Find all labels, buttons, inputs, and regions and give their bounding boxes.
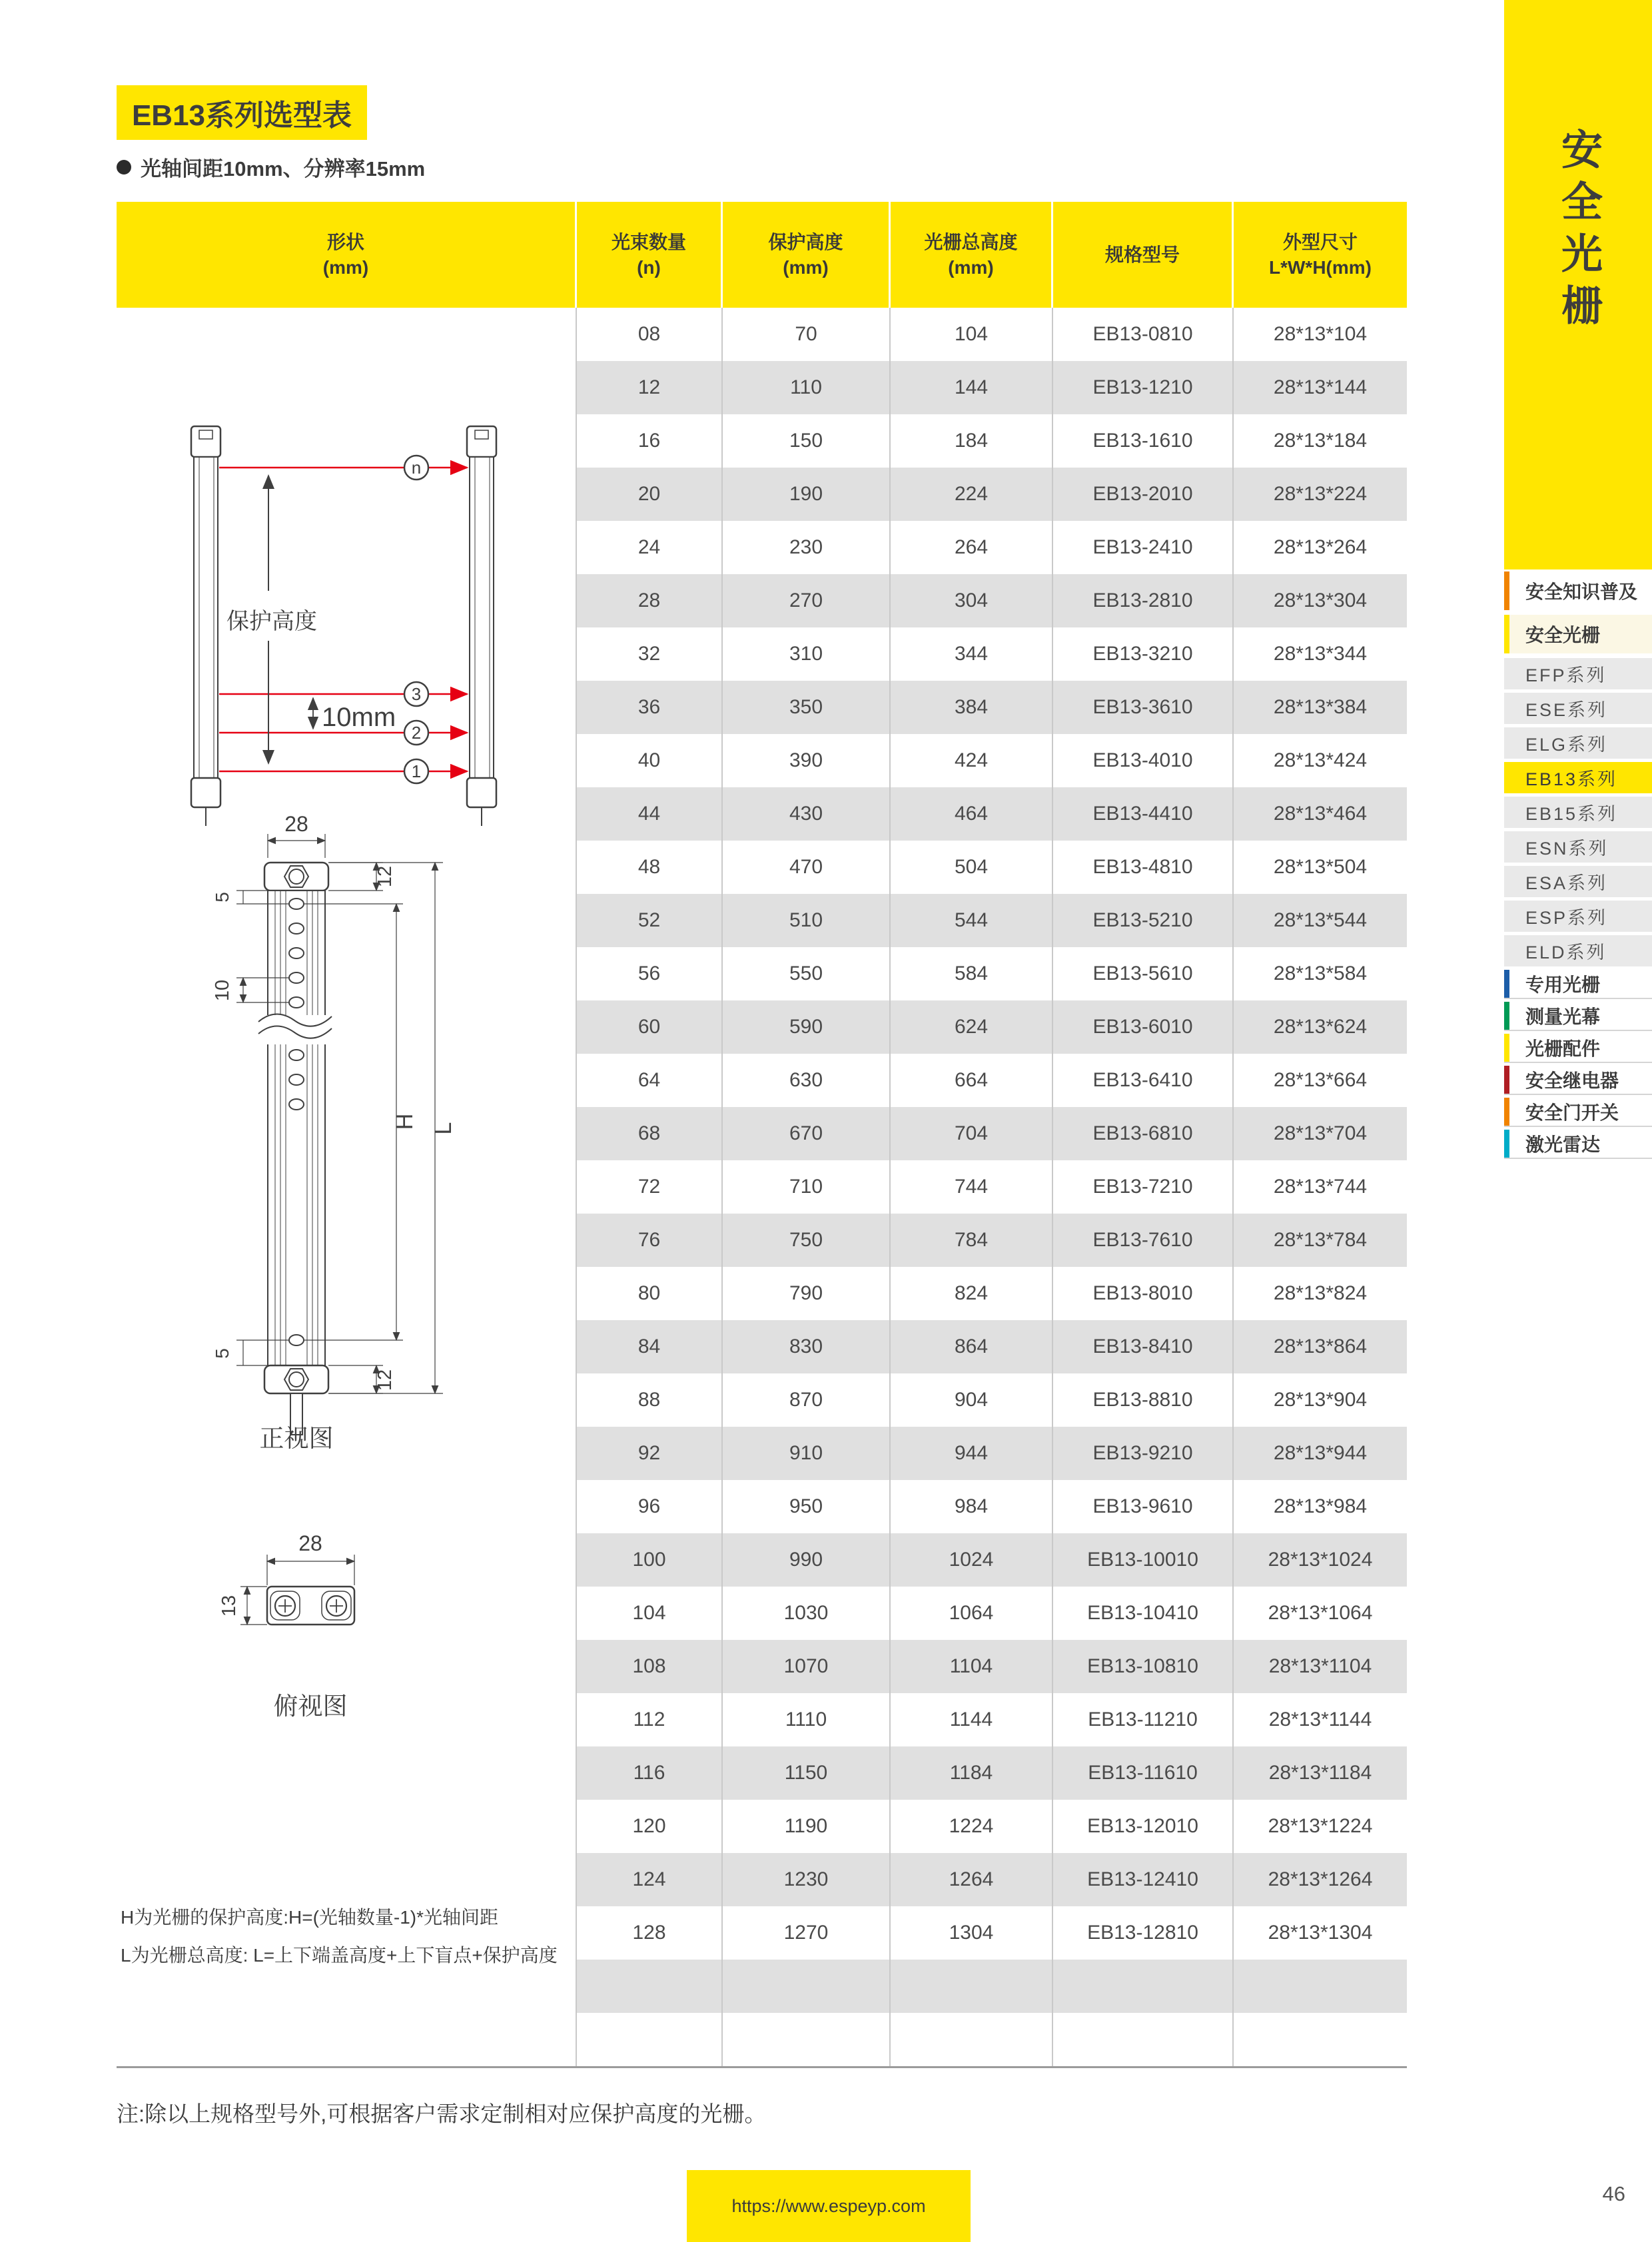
table-row [577,1533,1407,1587]
bullet-icon [117,160,131,175]
sidebar-item-激光雷达[interactable] [1504,1130,1652,1159]
table-cell [1234,2013,1407,2066]
sidebar-item-ESE系列[interactable] [1504,693,1652,724]
table-cell: 304 [891,574,1053,627]
sidebar-item-ELD系列[interactable] [1504,935,1652,966]
table-cell: 28*13*784 [1234,1214,1407,1267]
sidebar-item-label: ESN系列 [1525,839,1609,859]
table-cell [577,2013,723,2066]
table-cell: 100 [577,1533,723,1587]
table-cell: 584 [891,947,1053,1000]
table-cell: 112 [577,1693,723,1746]
sidebar-item-label: 安全门开关 [1525,1102,1619,1123]
table-row [577,1480,1407,1533]
table-cell: 96 [577,1480,723,1533]
table-cell: EB13-9210 [1053,1427,1234,1480]
table-row [577,2013,1407,2066]
top-dim-depth: 13 [218,1595,240,1617]
table-cell: EB13-11610 [1053,1746,1234,1800]
table-cell: EB13-8810 [1053,1373,1234,1427]
technical-drawings [117,308,576,2066]
table-cell: 28*13*1224 [1234,1800,1407,1853]
table-cell: 28*13*944 [1234,1427,1407,1480]
top-dim-width: 28 [298,1531,322,1555]
sidebar-item-color-bar [1504,1066,1509,1094]
table-cell: 92 [577,1427,723,1480]
table-row [577,1267,1407,1320]
protect-height-label: 保护高度 [226,609,317,634]
table-cell: 28*13*544 [1234,894,1407,947]
table-cell: 630 [723,1054,891,1107]
table-cell: 264 [891,521,1053,574]
table-cell: 28*13*504 [1234,841,1407,894]
table-cell: 104 [577,1587,723,1640]
sidebar-item-label: ELG系列 [1525,735,1608,755]
sidebar-item-color-bar [1504,615,1509,653]
sidebar-item-color-bar [1504,1034,1509,1062]
sidebar-item-label: EB15系列 [1525,804,1618,824]
table-cell: 28*13*424 [1234,734,1407,787]
table-cell: 184 [891,414,1053,468]
table-row [577,468,1407,521]
table-row [577,734,1407,787]
table-cell: EB13-5210 [1053,894,1234,947]
table-cell: 28*13*704 [1234,1107,1407,1160]
table-cell: 28*13*1264 [1234,1853,1407,1906]
table-body [577,308,1407,2066]
footer-url-text: https://www.espeyp.com [731,2195,926,2216]
front-dim-cap-bottom: 12 [374,1369,396,1391]
table-cell: 64 [577,1054,723,1107]
table-row [577,414,1407,468]
table-cell: 1064 [891,1587,1053,1640]
table-cell: EB13-0810 [1053,308,1234,361]
table-row [577,521,1407,574]
table-cell [723,1960,891,2013]
table-cell: 68 [577,1107,723,1160]
table-cell: 664 [891,1054,1053,1107]
table-cell: 384 [891,681,1053,734]
table-cell: 28 [577,574,723,627]
front-dim-width: 28 [284,812,308,836]
table-cell: 28*13*624 [1234,1000,1407,1054]
table-cell: 984 [891,1480,1053,1533]
sidebar-item-专用光栅[interactable] [1504,970,1652,999]
table-cell: 1190 [723,1800,891,1853]
table-cell: EB13-1610 [1053,414,1234,468]
sidebar-item-label: 激光雷达 [1525,1134,1601,1155]
sidebar-item-测量光幕[interactable] [1504,1002,1652,1031]
table-cell: 230 [723,521,891,574]
table-cell: 28*13*744 [1234,1160,1407,1214]
table-cell: 84 [577,1320,723,1373]
table-row [577,787,1407,841]
pitch-label: 10mm [322,703,396,732]
front-dim-l: L [431,1122,456,1135]
table-cell: 28*13*224 [1234,468,1407,521]
header-cell-4: 规格型号 [1053,202,1234,308]
table-cell: 28*13*304 [1234,574,1407,627]
table-cell: EB13-3210 [1053,627,1234,681]
formula-total-height: L为光栅总高度: L=上下端盖高度+上下盲点+保护高度 [121,1945,558,1966]
table-cell: 464 [891,787,1053,841]
table-cell: EB13-12810 [1053,1906,1234,1960]
front-dim-blind-top: 5 [212,892,232,903]
category-banner-text: 安全光栅 [1555,128,1601,336]
table-cell: EB13-11210 [1053,1693,1234,1746]
table-cell: 108 [577,1640,723,1693]
table-row [577,627,1407,681]
sidebar-item-label: 光栅配件 [1525,1038,1601,1059]
table-cell: 270 [723,574,891,627]
table-row [577,1214,1407,1267]
table-row [577,1693,1407,1746]
table-cell: 544 [891,894,1053,947]
front-dim-blind-bottom: 5 [212,1348,232,1359]
table-cell: 824 [891,1267,1053,1320]
front-view-drawing [236,834,443,1435]
table-cell: 70 [723,308,891,361]
sidebar-item-color-bar [1504,1098,1509,1126]
table-cell: 28*13*1024 [1234,1533,1407,1587]
table-cell: 670 [723,1107,891,1160]
table-row [577,1853,1407,1906]
header-cell-3: 光栅总高度 (mm) [891,202,1053,308]
sidebar-item-color-bar [1504,1002,1509,1030]
table-cell: 28*13*904 [1234,1373,1407,1427]
sidebar-item-label: 测量光幕 [1525,1006,1601,1027]
table-cell: 190 [723,468,891,521]
table-cell: 28*13*664 [1234,1054,1407,1107]
sidebar-item-label: 安全继电器 [1525,1070,1619,1091]
table-cell: 1270 [723,1906,891,1960]
table-row [577,574,1407,627]
table-cell: 56 [577,947,723,1000]
sidebar-item-安全门开关[interactable] [1504,1098,1652,1127]
table-cell: 470 [723,841,891,894]
sidebar-item-color-bar [1504,970,1509,998]
table-cell: EB13-8010 [1053,1267,1234,1320]
header-cell-1: 光束数量 (n) [577,202,723,308]
top-view-drawing [240,1555,354,1625]
header-cell-2: 保护高度 (mm) [723,202,891,308]
sidebar-menu [1504,571,1652,1162]
table-row [577,1640,1407,1693]
table-row [577,1107,1407,1160]
sidebar-item-label: EFP系列 [1525,665,1607,685]
header-cell-5: 外型尺寸 L*W*H(mm) [1234,202,1407,308]
top-view-caption: 俯视图 [273,1692,348,1720]
table-cell: 910 [723,1427,891,1480]
table-cell: 350 [723,681,891,734]
sidebar-item-光栅配件[interactable] [1504,1034,1652,1063]
table-cell: 36 [577,681,723,734]
table-cell: 224 [891,468,1053,521]
table-cell: EB13-6810 [1053,1107,1234,1160]
table-cell [723,2013,891,2066]
table-cell: EB13-10410 [1053,1587,1234,1640]
table-cell: 864 [891,1320,1053,1373]
table-cell: EB13-1210 [1053,361,1234,414]
table-cell: 80 [577,1267,723,1320]
table-cell: 120 [577,1800,723,1853]
table-cell: 60 [577,1000,723,1054]
page-title: EB13系列选型表 [117,85,367,140]
table-cell: 1264 [891,1853,1053,1906]
table-cell: 904 [891,1373,1053,1427]
table-cell: 110 [723,361,891,414]
sidebar-item-label: ESP系列 [1525,908,1608,928]
table-cell: 870 [723,1373,891,1427]
table-cell: EB13-9610 [1053,1480,1234,1533]
table-cell: 550 [723,947,891,1000]
table-row [577,947,1407,1000]
table-row [577,894,1407,947]
table-cell [1234,1960,1407,2013]
table-cell: EB13-7610 [1053,1214,1234,1267]
table-row [577,681,1407,734]
table-cell: 704 [891,1107,1053,1160]
table-cell: EB13-3610 [1053,681,1234,734]
table-cell: 744 [891,1160,1053,1214]
table-cell [891,1960,1053,2013]
table-row [577,1427,1407,1480]
page-number: 46 [1602,2182,1625,2205]
table-cell: 28*13*464 [1234,787,1407,841]
table-cell: EB13-2810 [1053,574,1234,627]
table-cell: 08 [577,308,723,361]
table-cell: 710 [723,1160,891,1214]
table-row [577,1373,1407,1427]
table-cell: 28*13*984 [1234,1480,1407,1533]
table-row [577,361,1407,414]
sidebar-item-ESP系列[interactable] [1504,901,1652,932]
sidebar-item-label: 安全光栅 [1525,625,1601,645]
table-cell: 390 [723,734,891,787]
sidebar-item-label: EB13系列 [1525,769,1618,789]
table-cell: 830 [723,1320,891,1373]
table-cell: EB13-5610 [1053,947,1234,1000]
formula-protect-height: H为光栅的保护高度:H=(光轴数量-1)*光轴间距 [121,1907,499,1928]
table-cell: 150 [723,414,891,468]
table-cell: 784 [891,1214,1053,1267]
table-cell: 944 [891,1427,1053,1480]
shape-diagram-cell [117,308,577,2066]
table-cell: EB13-10810 [1053,1640,1234,1693]
sidebar-item-label: 安全知识普及 [1525,581,1638,602]
table-cell: 88 [577,1373,723,1427]
table-cell: 28*13*584 [1234,947,1407,1000]
custom-note: 注:除以上规格型号外,可根据客户需求定制相对应保护高度的光栅。 [117,2101,767,2126]
table-cell: EB13-12410 [1053,1853,1234,1906]
table-cell: 28*13*264 [1234,521,1407,574]
table-row [577,1906,1407,1960]
table-cell: EB13-12010 [1053,1800,1234,1853]
front-dim-h: H [392,1113,418,1130]
table-cell: EB13-6010 [1053,1000,1234,1054]
table-cell: 28*13*824 [1234,1267,1407,1320]
table-cell: 1304 [891,1906,1053,1960]
table-cell: 510 [723,894,891,947]
table-row [577,1160,1407,1214]
table-cell: 72 [577,1160,723,1214]
table-cell [1053,1960,1234,2013]
table-cell: 310 [723,627,891,681]
sidebar-item-ESN系列[interactable] [1504,831,1652,863]
sidebar-item-color-bar [1504,1130,1509,1158]
table-cell: 24 [577,521,723,574]
table-cell: EB13-4410 [1053,787,1234,841]
table-cell: EB13-10010 [1053,1533,1234,1587]
table-cell: 20 [577,468,723,521]
table-cell: 28*13*384 [1234,681,1407,734]
table-cell: 116 [577,1746,723,1800]
beam-label-n: n [411,458,422,478]
table-cell: 1224 [891,1800,1053,1853]
sidebar-item-label: ESE系列 [1525,700,1608,720]
table-cell: 144 [891,361,1053,414]
table-cell: 28*13*104 [1234,308,1407,361]
table-cell: 44 [577,787,723,841]
table-cell: 28*13*184 [1234,414,1407,468]
table-cell: EB13-2410 [1053,521,1234,574]
table-row [577,1054,1407,1107]
table-cell: 32 [577,627,723,681]
sidebar-item-安全继电器[interactable] [1504,1066,1652,1095]
table-cell: 40 [577,734,723,787]
table-cell: EB13-8410 [1053,1320,1234,1373]
table-row [577,308,1407,361]
beam-label-2: 2 [411,723,422,743]
table-cell: 28*13*1104 [1234,1640,1407,1693]
table-cell: 52 [577,894,723,947]
table-cell: 48 [577,841,723,894]
table-cell [891,2013,1053,2066]
table-cell: 424 [891,734,1053,787]
table-cell: 1070 [723,1640,891,1693]
table-row [577,1320,1407,1373]
table-row [577,1746,1407,1800]
table-cell: EB13-7210 [1053,1160,1234,1214]
table-cell: 28*13*1064 [1234,1587,1407,1640]
category-banner [1504,0,1652,569]
sidebar-item-安全知识普及[interactable] [1504,571,1652,610]
sidebar-item-EB13系列[interactable] [1504,762,1652,793]
table-row [577,1587,1407,1640]
spec-subtitle-text: 光轴间距10mm、分辨率15mm [141,157,426,181]
table-cell: 1230 [723,1853,891,1906]
table-cell: 430 [723,787,891,841]
beam-label-1: 1 [411,761,422,781]
table-cell: 1030 [723,1587,891,1640]
table-cell: 790 [723,1267,891,1320]
table-cell: 590 [723,1000,891,1054]
sidebar-item-label: ELD系列 [1525,942,1607,962]
table-cell: 1104 [891,1640,1053,1693]
table-cell: 1110 [723,1693,891,1746]
sidebar-item-color-bar [1504,571,1509,610]
selection-table [117,202,1407,2068]
table-cell: 28*13*1144 [1234,1693,1407,1746]
sidebar-item-EFP系列[interactable] [1504,658,1652,689]
table-cell: 504 [891,841,1053,894]
front-dim-pitch: 10 [212,979,233,1002]
table-cell: 28*13*144 [1234,361,1407,414]
table-cell: 1024 [891,1533,1053,1587]
table-cell: EB13-2010 [1053,468,1234,521]
sidebar-item-安全光栅[interactable] [1504,615,1652,653]
front-view-caption: 正视图 [259,1425,334,1452]
table-cell: 12 [577,361,723,414]
table-row [577,841,1407,894]
table-cell: 28*13*1304 [1234,1906,1407,1960]
table-cell: 624 [891,1000,1053,1054]
table-cell: EB13-4010 [1053,734,1234,787]
table-cell: EB13-4810 [1053,841,1234,894]
table-cell: 28*13*1184 [1234,1746,1407,1800]
table-cell: 990 [723,1533,891,1587]
table-cell [1053,2013,1234,2066]
table-cell: 128 [577,1906,723,1960]
front-dim-cap-top: 12 [374,865,396,888]
table-header [117,202,1407,308]
sidebar-item-label: ESA系列 [1525,873,1608,893]
sidebar-item-EB15系列[interactable] [1504,797,1652,828]
table-row [577,1960,1407,2013]
table-row [577,1800,1407,1853]
table-cell [577,1960,723,2013]
spec-subtitle [117,152,425,182]
table-cell: 28*13*344 [1234,627,1407,681]
sidebar-item-ELG系列[interactable] [1504,727,1652,759]
table-cell: 76 [577,1214,723,1267]
table-cell: 124 [577,1853,723,1906]
sidebar-item-ESA系列[interactable] [1504,866,1652,897]
table-cell: 750 [723,1214,891,1267]
table-cell: 950 [723,1480,891,1533]
table-cell: 1184 [891,1746,1053,1800]
table-cell: 16 [577,414,723,468]
table-cell: 28*13*864 [1234,1320,1407,1373]
table-row [577,1000,1407,1054]
table-cell: 104 [891,308,1053,361]
header-cell-0: 形状 (mm) [117,202,577,308]
table-cell: 1150 [723,1746,891,1800]
table-cell: 344 [891,627,1053,681]
table-cell: EB13-6410 [1053,1054,1234,1107]
footer-url-badge[interactable] [687,2170,971,2242]
beam-label-3: 3 [411,684,422,704]
sidebar-item-label: 专用光栅 [1525,974,1601,995]
table-cell: 1144 [891,1693,1053,1746]
